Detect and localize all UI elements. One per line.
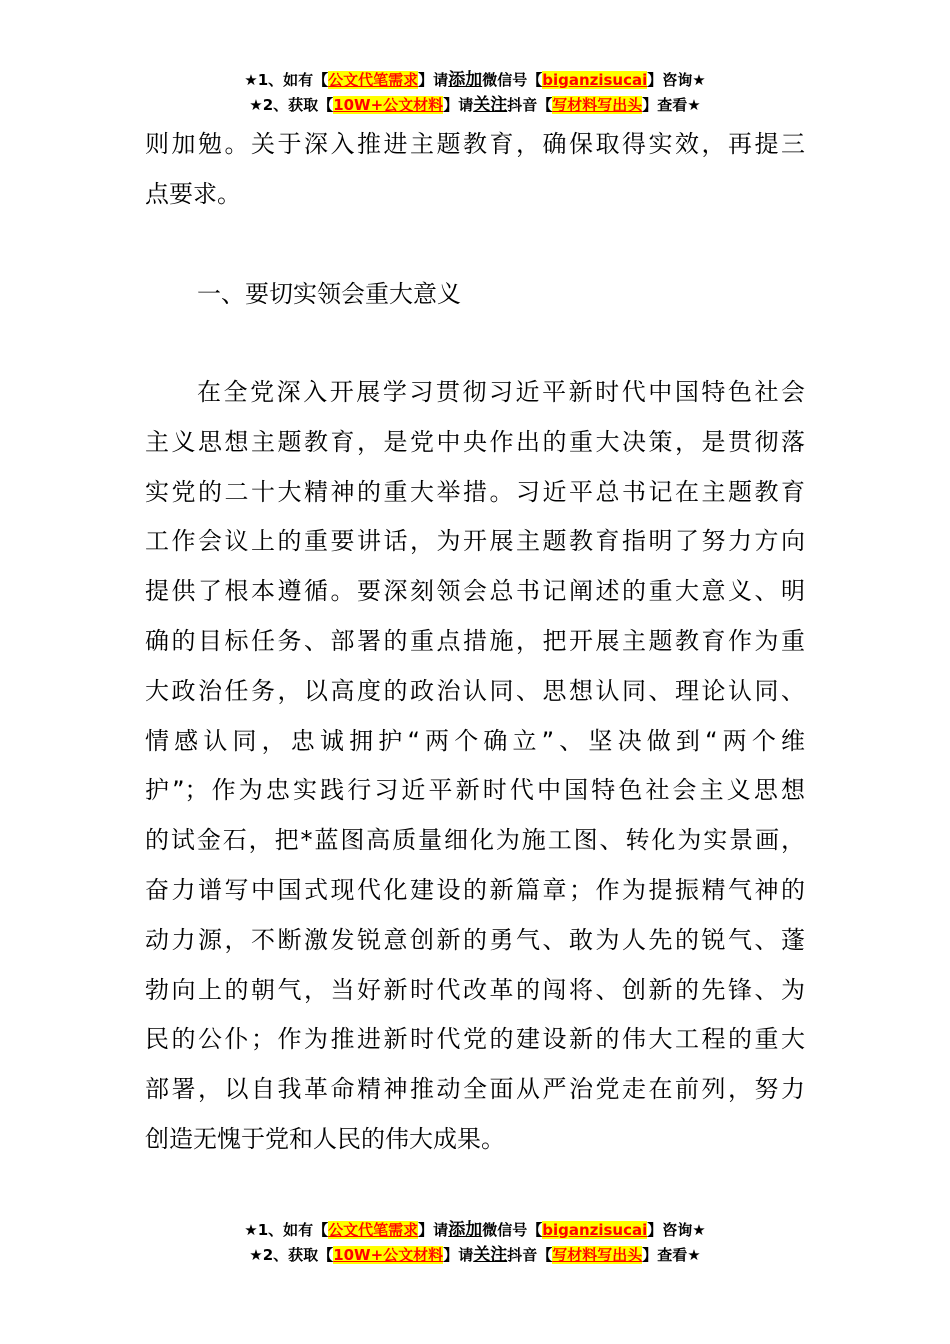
banner-text: 】咨询★ — [647, 1221, 706, 1239]
underlined-text: 关注 — [473, 1245, 508, 1265]
highlight-text: 公文代笔需求 — [328, 71, 419, 89]
douyin-id: 写材料写出头 — [552, 1246, 643, 1264]
text-line: 奋力谱写中国式现代化建设的新篇章；作为提振精气神的 — [145, 875, 805, 904]
text-line: 确的目标任务、部署的重点措施，把开展主题教育作为重 — [145, 626, 805, 655]
section-heading-wrap — [145, 270, 805, 320]
banner-line-2 — [0, 93, 950, 118]
douyin-id: 写材料写出头 — [552, 96, 643, 114]
text-line: 的试金石，把*蓝图高质量细化为施工图、转化为实景画， — [145, 826, 805, 855]
highlight-text: 10W+公文材料 — [333, 96, 444, 114]
banner-line-1 — [0, 1218, 950, 1243]
underlined-text: 添加 — [448, 1220, 483, 1240]
banner-text: 微信号【 — [482, 71, 543, 89]
banner-line-1 — [0, 68, 950, 93]
banner-text: ★2、获取【 — [249, 1246, 334, 1264]
banner-text: 】查看★ — [642, 1246, 701, 1264]
underlined-text: 添加 — [448, 70, 483, 90]
wechat-id: biganzisucai — [542, 1221, 648, 1239]
text-line: 工作会议上的重要讲话，为开展主题教育指明了努力方向 — [145, 527, 805, 556]
text-line: 在全党深入开展学习贯彻习近平新时代中国特色社会 — [197, 378, 805, 406]
text-line: 勃向上的朝气，当好新时代改革的闯将、创新的先锋、为 — [145, 975, 805, 1004]
banner-text: ★1、如有【 — [244, 1221, 329, 1239]
text-line: 动力源，不断激发锐意创新的勇气、敢为人先的锐气、蓬 — [145, 925, 805, 954]
text-line: 点要求。 — [145, 179, 241, 208]
footer-banner — [0, 1218, 950, 1268]
banner-text: ★2、获取【 — [249, 96, 334, 114]
banner-text: ★1、如有【 — [244, 71, 329, 89]
text-line: 大政治任务，以高度的政治认同、思想认同、理论认同、 — [145, 676, 805, 705]
wechat-id: biganzisucai — [542, 71, 648, 89]
paragraph-1 — [145, 120, 805, 220]
text-line: 提供了根本遵循。要深刻领会总书记阐述的重大意义、明 — [145, 577, 805, 606]
banner-text: 】咨询★ — [647, 71, 706, 89]
text-line: 民的公仆；作为推进新时代党的建设新的伟大工程的重大 — [145, 1025, 805, 1054]
banner-text: 】请 — [443, 96, 474, 114]
header-banner — [0, 68, 950, 118]
banner-text: 】查看★ — [642, 96, 701, 114]
banner-text: 】请 — [418, 1221, 449, 1239]
text-line: 情感认同，忠诚拥护“两个确立”、坚决做到“两个维 — [145, 726, 805, 755]
text-line: 部署，以自我革命精神推动全面从严治党走在前列，努力 — [145, 1075, 805, 1104]
highlight-text: 10W+公文材料 — [333, 1246, 444, 1264]
section-heading: 一、要切实领会重大意义 — [197, 280, 461, 308]
text-line: 则加勉。关于深入推进主题教育，确保取得实效，再提三 — [145, 130, 805, 158]
banner-text: 抖音【 — [507, 96, 553, 114]
underlined-text: 关注 — [473, 95, 508, 115]
banner-text: 微信号【 — [482, 1221, 543, 1239]
banner-text: 抖音【 — [507, 1246, 553, 1264]
banner-text: 】请 — [418, 71, 449, 89]
banner-line-2 — [0, 1243, 950, 1268]
banner-text: 】请 — [443, 1246, 474, 1264]
paragraph-2 — [145, 368, 805, 1165]
text-line: 护”；作为忠实践行习近平新时代中国特色社会主义思想 — [145, 776, 805, 805]
text-line: 主义思想主题教育，是党中央作出的重大决策，是贯彻落 — [145, 427, 805, 456]
text-line: 实党的二十大精神的重大举措。习近平总书记在主题教育 — [145, 477, 805, 506]
highlight-text: 公文代笔需求 — [328, 1221, 419, 1239]
text-line: 创造无愧于党和人民的伟大成果。 — [145, 1124, 505, 1153]
